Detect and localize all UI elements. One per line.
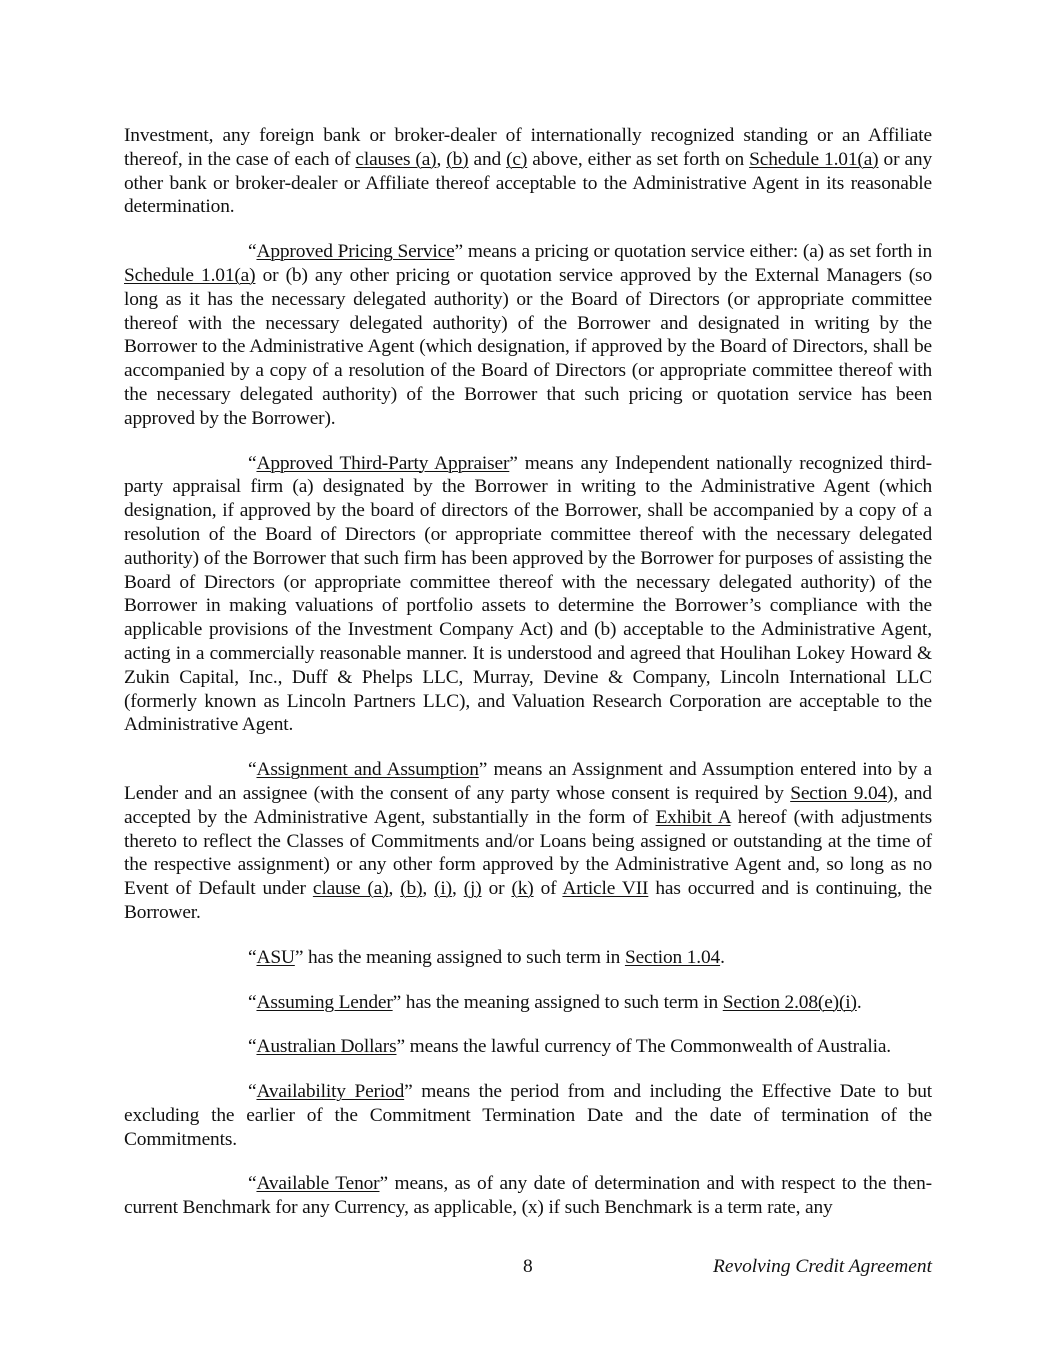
underlined-reference: Approved Pricing Service <box>256 241 455 263</box>
underlined-reference: Article VII <box>562 878 649 900</box>
text-run: or (b) any other pricing or quotation service approved by the External Managers (so long as it has the necessary delegated authority) or the Board of Directors (or appropriate committee thereof with the necessary delegated authority) of the Borrower and designated in writing by the Borrower to the Administrative Agent (which designation, if approved by the Board of Directors, shall be accompanied by a copy of a resolution of the Board of Directors (or appropriate committee thereof with the necessary delegated authority) of the Borrower that such pricing or quotation service has been approved by the Borrower). <box>124 264 932 429</box>
underlined-reference: Australian Dollars <box>256 1036 397 1058</box>
text-run: ” means, as of any date of determination and with respect to the then-current Benchmark for any Currency, as applicable, (x) if such Benchmark is a term rate, any <box>124 1173 932 1219</box>
underlined-reference: (j) <box>463 878 482 900</box>
text-run: above, either as set forth on <box>527 148 750 170</box>
text-run: and <box>468 148 507 170</box>
underlined-reference: Availability Period <box>256 1081 405 1103</box>
paragraph <box>124 991 932 1015</box>
underlined-reference: Section 1.04 <box>624 946 721 968</box>
underlined-reference: Approved Third-Party Appraiser <box>256 452 510 474</box>
text-run: , <box>422 878 435 900</box>
paragraph <box>124 946 932 970</box>
underlined-reference: (b) <box>400 878 423 900</box>
text-run: “ <box>248 991 257 1013</box>
paragraph <box>124 1080 932 1151</box>
page-number: 8 <box>523 1256 533 1277</box>
page-footer <box>124 1256 932 1282</box>
text-run: “ <box>248 946 257 968</box>
text-run: , <box>388 878 401 900</box>
text-run: ), and accepted by the Administrative Agent, substantially in the form of <box>124 782 932 828</box>
paragraph <box>124 1172 932 1220</box>
text-run: ” means a pricing or quotation service either: (a) as set forth in <box>454 241 932 263</box>
text-run: ” means the period from and including the Effective Date to but excluding the earlier of the Commitment Termination Date and the date of termination of the Commitments. <box>124 1081 932 1150</box>
text-run: ” has the meaning assigned to such term in <box>392 991 723 1013</box>
underlined-reference: (k) <box>511 878 534 900</box>
text-run: or <box>481 878 512 900</box>
text-run: or any other bank or broker-dealer or Affiliate thereof acceptable to the Administrative Agent in its reasonable determination. <box>124 148 932 218</box>
underlined-reference: ASU <box>256 946 295 968</box>
text-run: , <box>436 148 447 170</box>
text-run: “ <box>248 1081 257 1103</box>
footer-document-title: Revolving Credit Agreement <box>713 1256 932 1277</box>
text-run: “ <box>248 452 257 474</box>
underlined-reference: (b) <box>446 148 469 170</box>
underlined-reference: Section 9.04 <box>790 782 888 804</box>
text-run: of <box>533 878 563 900</box>
underlined-reference: Section 2.08(e)(i) <box>722 991 857 1013</box>
text-run: has occurred and is continuing, the Borrower. <box>124 878 932 923</box>
text-run: . <box>720 946 725 968</box>
underlined-reference: clause (a) <box>312 878 389 900</box>
document-page <box>124 124 932 1241</box>
underlined-reference: Exhibit A <box>655 806 731 828</box>
text-run: ” has the meaning assigned to such term in <box>294 946 625 968</box>
text-run: . <box>856 991 862 1013</box>
text-run: “ <box>248 241 257 263</box>
underlined-reference: Assignment and Assumption <box>256 759 479 781</box>
text-run: “ <box>248 1036 257 1058</box>
underlined-reference: Schedule 1.01(a) <box>124 264 256 286</box>
paragraph <box>124 124 932 219</box>
text-run: ” means the lawful currency of The Commonwealth of Australia. <box>396 1036 891 1058</box>
text-run: ” means any Independent nationally recognized third-party appraisal firm (a) designated by the Borrower in writing to the Administrative Agent (which designation, if approved by the board of directors of the Borrower, shall be accompanied by a copy of a resolution of the Board of Directors (or appropriate committee thereof with the necessary delegated authority) of the Borrower that such firm has been approved by the Borrower for purposes of assisting the Board of Directors (or appropriate committee thereof with the necessary delegated authority) of the Borrower in making valuations of portfolio assets to determine the Borrower’s compliance with the applicable provisions of the Investment Company Act) and (b) acceptable to the Administrative Agent, acting in a commercially reasonable manner. It is understood and agreed that Houlihan Lokey Howard & Zukin Capital, Inc., Duff & Phelps LLC, Murray, Devine & Company, Lincoln International LLC (formerly known as Lincoln Partners LLC), and Valuation Research Corporation are acceptable to the Administrative Agent. <box>124 452 932 736</box>
underlined-reference: (c) <box>506 148 528 170</box>
text-run: “ <box>248 1173 257 1195</box>
underlined-reference: (i) <box>434 878 452 900</box>
text-run: “ <box>248 759 257 781</box>
text-run: hereof (with adjustments thereto to reflect the Classes of Commitments and/or Loans being assigned or outstanding at the time of the respective assignment) or any other form approved by the Administrative Agent and, so long as no Event of Default under <box>124 806 932 900</box>
paragraph <box>124 240 932 430</box>
underlined-reference: Available Tenor <box>256 1173 380 1195</box>
text-run: Investment, any foreign bank or broker-dealer of internationally recognized standing or an Affiliate thereof, in the case of each of <box>124 125 932 170</box>
underlined-reference: clauses (a) <box>355 148 437 170</box>
underlined-reference: Schedule 1.01(a) <box>749 148 879 170</box>
paragraph <box>124 1035 932 1059</box>
paragraph <box>124 452 932 738</box>
underlined-reference: Assuming Lender <box>256 991 393 1013</box>
text-run: , <box>451 878 464 900</box>
paragraph <box>124 758 932 925</box>
text-run: ” means an Assignment and Assumption entered into by a Lender and an assignee (with the consent of any party whose consent is required by <box>124 759 932 804</box>
